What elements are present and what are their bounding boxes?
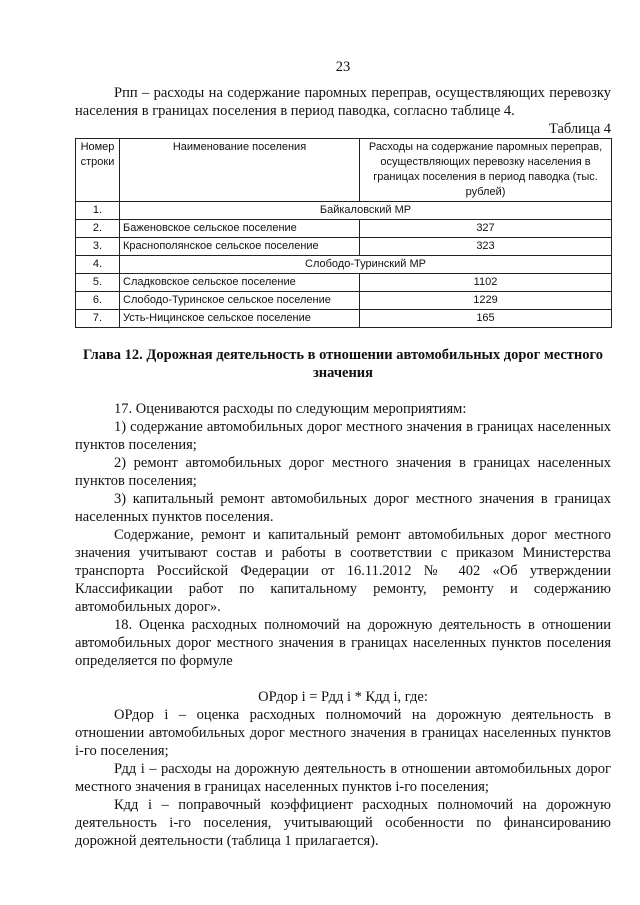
row-number: 6. <box>76 292 120 310</box>
paragraph-17: 17. Оцениваются расходы по следующим мероприятиям: <box>114 401 467 417</box>
table-row <box>76 220 612 238</box>
settlement-name: Усть-Ницинское сельское поселение <box>120 310 360 328</box>
table-row <box>76 292 612 310</box>
expense-value: 1229 <box>360 292 612 310</box>
header-row-number: Номер строки <box>76 139 120 202</box>
list-item-2: 2) ремонт автомобильных дорог местного значения в границах населенных пунктов поселения; <box>75 455 611 489</box>
row-number: 5. <box>76 274 120 292</box>
table-row <box>76 256 612 274</box>
settlement-name: Слободо-Туринское сельское поселение <box>120 292 360 310</box>
intro-paragraph: Рпп – расходы на содержание паромных переправ, осуществляющих перевозку населения в границах поселения в период паводка, согласно таблице 4. <box>75 85 611 119</box>
district-section: Байкаловский МР <box>120 202 612 220</box>
list-item-1: 1) содержание автомобильных дорог местного значения в границах населенных пунктов поселения; <box>75 419 611 453</box>
row-number: 3. <box>76 238 120 256</box>
settlement-name: Сладковское сельское поселение <box>120 274 360 292</box>
expense-value: 165 <box>360 310 612 328</box>
table-header-row <box>76 139 612 202</box>
page-number: 23 <box>335 59 351 75</box>
definition-kdd: Кдд i – поправочный коэффициент расходных полномочий на дорожную деятельность i-го поселения, учитывающий особенности по финансированию дорожной деятельности (таблица 1 прилагается). <box>75 797 611 849</box>
table-row <box>76 238 612 256</box>
table-caption: Таблица 4 <box>548 121 611 137</box>
list-item-3: 3) капитальный ремонт автомобильных дорог местного значения в границах населенных пунктов поселения. <box>75 491 611 525</box>
expense-value: 1102 <box>360 274 612 292</box>
document-page <box>75 58 611 850</box>
paragraph-classification: Содержание, ремонт и капитальный ремонт автомобильных дорог местного значения учитывают состав и работы в соответствии с приказом Министерства транспорта Российской Федерации от 16.11.2012 № 402 «Об утверждении Классификации работ по капитальному ремонту, ремонту и содержанию автомобильных дорог». <box>75 527 611 615</box>
chapter-title: Глава 12. Дорожная деятельность в отношении автомобильных дорог местного значения <box>83 347 603 381</box>
row-number: 7. <box>76 310 120 328</box>
header-expenses: Расходы на содержание паромных переправ, осуществляющих перевозку населения в границах поселения в период паводка (тыс. рублей) <box>360 139 612 202</box>
definition-ordor: ОРдор i – оценка расходных полномочий на дорожную деятельность в отношении автомобильных дорог местного значения в границах населенных пунктов i-го поселения; <box>75 707 611 759</box>
definition-rdd: Рдд i – расходы на дорожную деятельность в отношении автомобильных дорог местного значения в границах населенных пунктов i-го поселения; <box>75 761 611 795</box>
header-settlement-name: Наименование поселения <box>120 139 360 202</box>
row-number: 2. <box>76 220 120 238</box>
district-section: Слободо-Туринский МР <box>120 256 612 274</box>
table-row <box>76 310 612 328</box>
settlement-name: Баженовское сельское поселение <box>120 220 360 238</box>
row-number: 1. <box>76 202 120 220</box>
row-number: 4. <box>76 256 120 274</box>
table-row <box>76 202 612 220</box>
settlement-name: Краснополянское сельское поселение <box>120 238 360 256</box>
ferry-expenses-table <box>75 138 612 328</box>
expense-value: 323 <box>360 238 612 256</box>
table-row <box>76 274 612 292</box>
paragraph-18: 18. Оценка расходных полномочий на дорожную деятельность в отношении автомобильных дорог местного значения в границах населенных пунктов поселения определяется по формуле <box>75 617 611 669</box>
formula: ОРдор i = Рдд i * Кдд i, где: <box>258 689 428 705</box>
expense-value: 327 <box>360 220 612 238</box>
